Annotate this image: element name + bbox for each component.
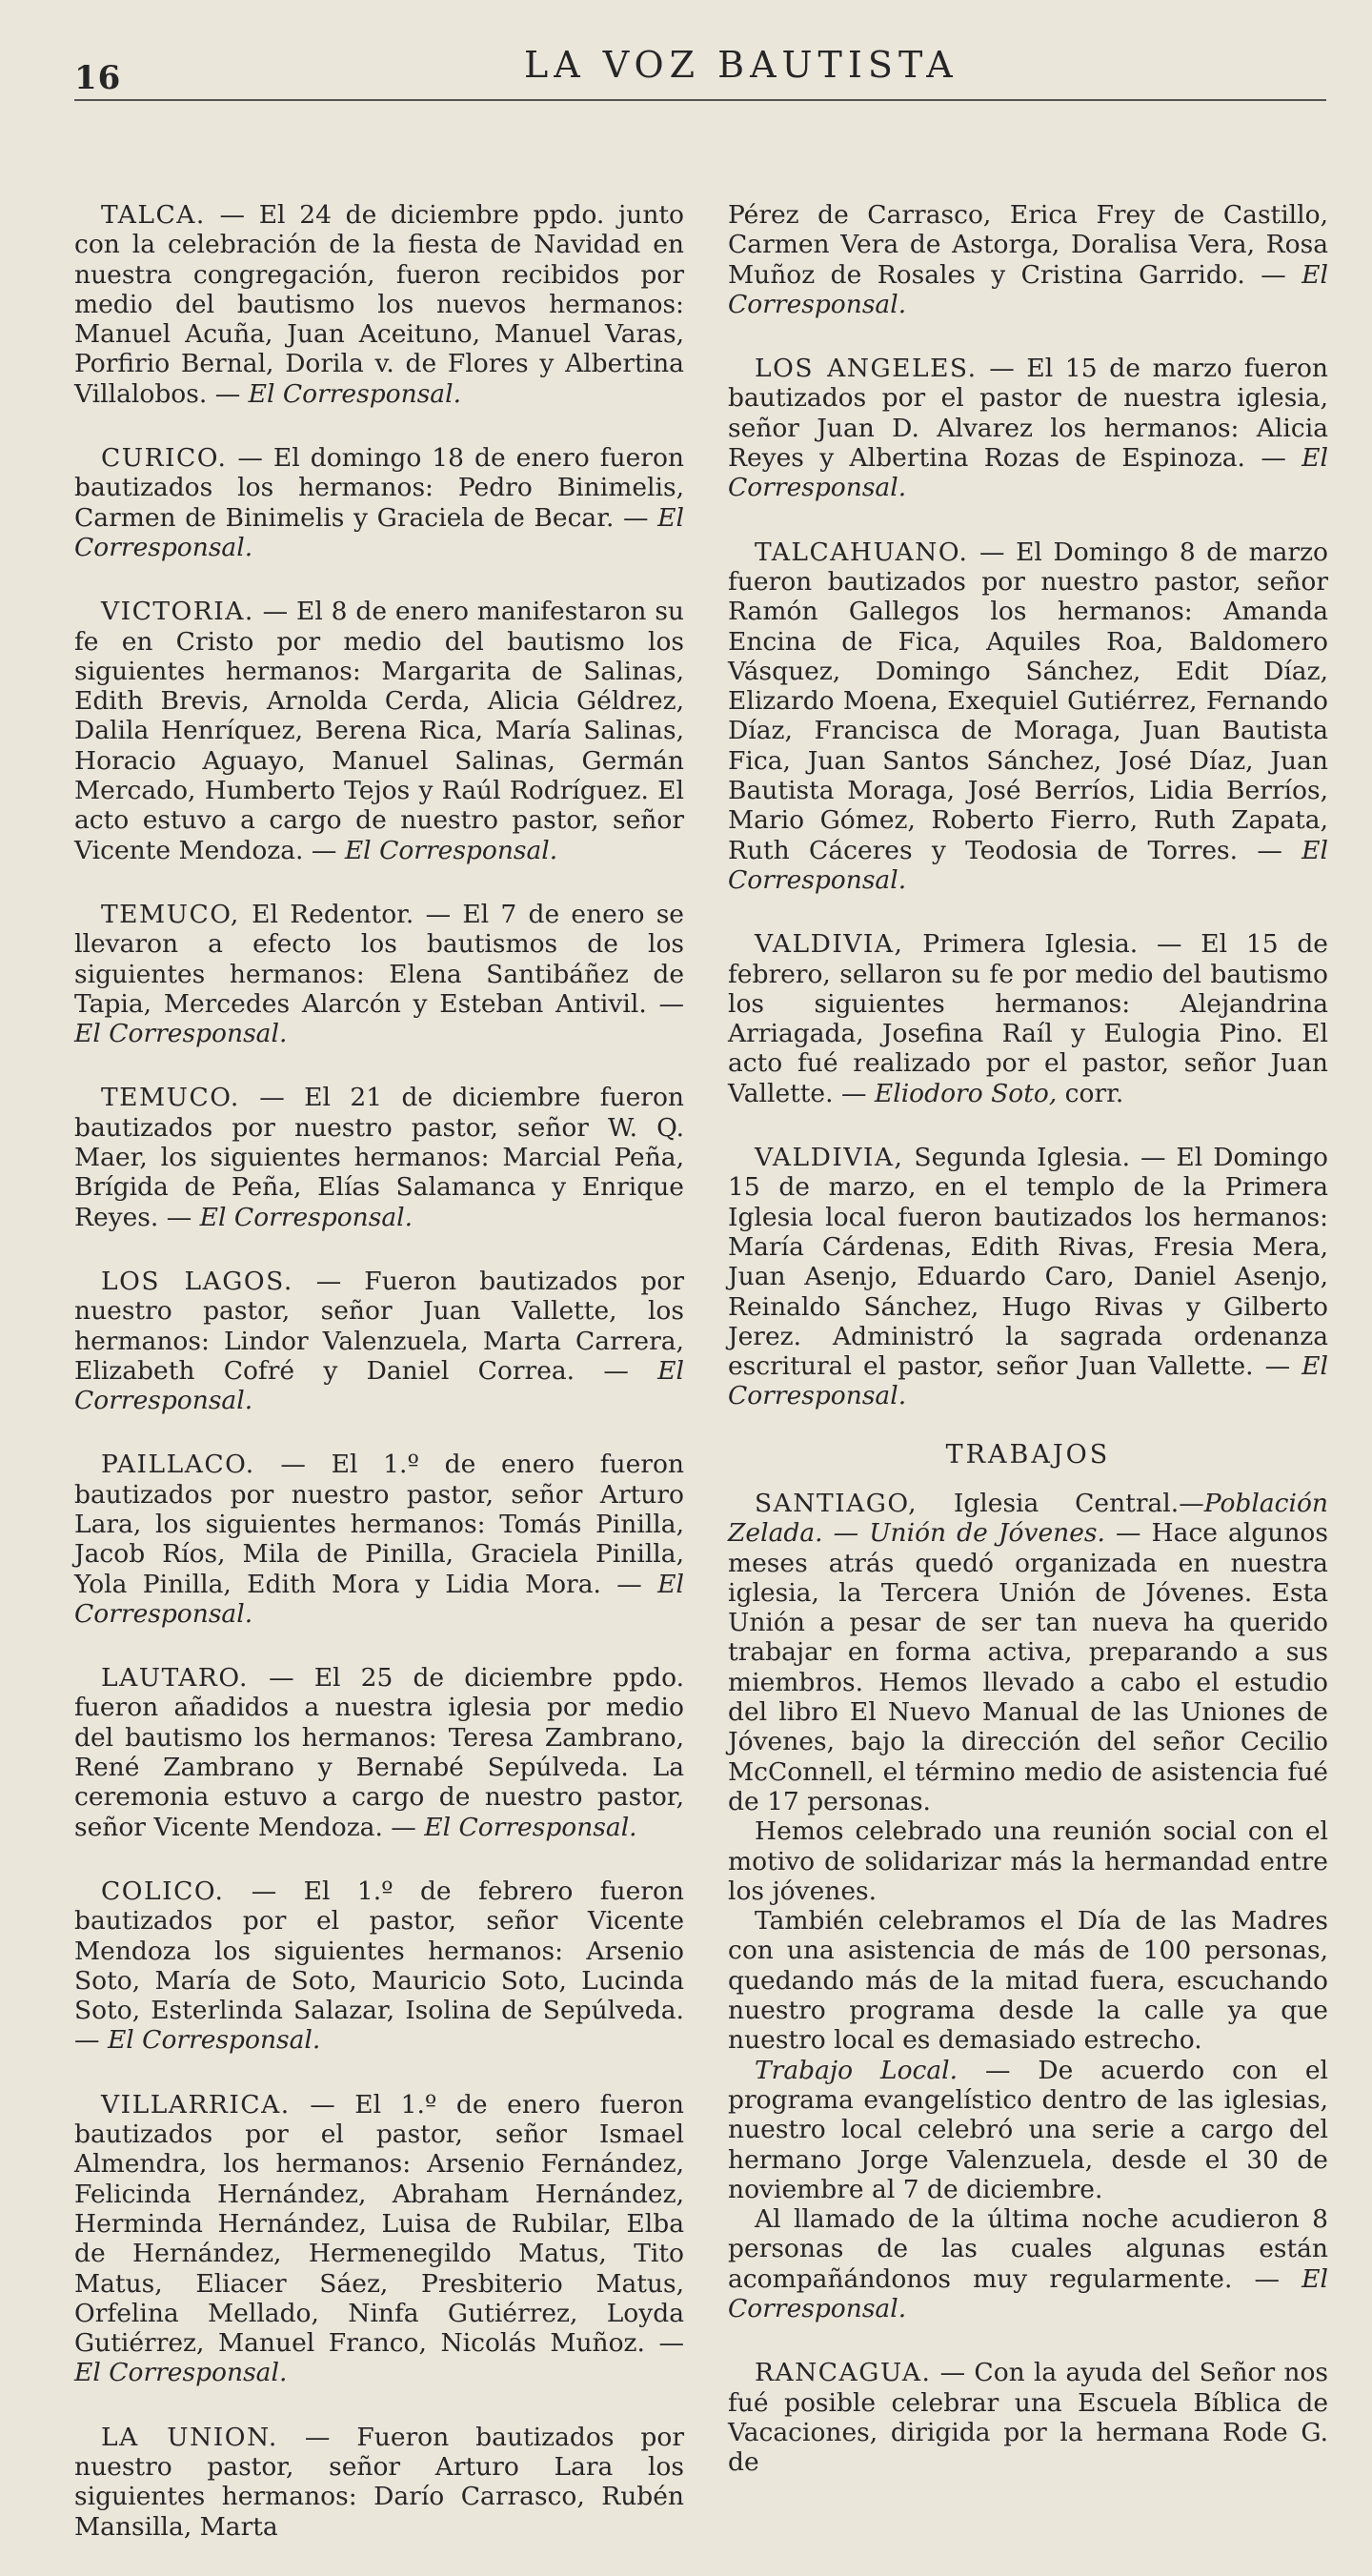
rancagua-text: — Con la ayuda del Señor nos fué posible celebrar una Escuela Bíblica de Vacaciones, dirigida por la hermana Rode G. de — [728, 2358, 1328, 2478]
report-paragraph — [74, 443, 684, 562]
entry-santiago — [728, 1489, 1328, 2323]
entry-place: TEMUCO, — [101, 899, 240, 929]
entry-place: VILLARRICA. — [101, 2089, 291, 2120]
report-paragraph — [728, 354, 1328, 502]
baptism-report — [74, 1876, 684, 2056]
baptism-report — [74, 443, 684, 562]
baptism-report — [74, 1267, 684, 1415]
entry-place: COLICO. — [101, 1876, 225, 1906]
right-column-reports — [728, 200, 1328, 1411]
baptism-report — [728, 929, 1328, 1108]
entry-place: LOS ANGELES. — [755, 354, 978, 384]
report-paragraph — [728, 929, 1328, 1108]
santiago-text-3: También celebramos el Día de las Madres con una asistencia de más de 100 personas, quedando más de la mitad fuera, escuchando nuestro programa desde la calle ya que nuestro local es demasiado estrecho. — [728, 1906, 1328, 2056]
entry-place: TEMUCO. — [101, 1083, 240, 1113]
baptism-report — [74, 2090, 684, 2388]
entry-text: — El Domingo 8 de marzo fueron bautizados por nuestro pastor, señor Ramón Gallegos los hermanos: Amanda Encina de Fica, Aquiles Roa, Baldomero Vásquez, Domingo Sánchez, Edit Díaz, Elizardo Moena, Exequiel Gutiérrez, Fernando Díaz, Francisca de Moraga, Juan Bautista Fica, Juan Santos Sánchez, José Díaz, Juan Bautista Moraga, José Berríos, Lidia Berríos, Mario Gómez, Roberto Fierro, Ruth Zapata, Ruth Cáceres y Teodosia de Torres. — — [728, 537, 1328, 865]
baptism-report — [74, 2423, 684, 2542]
santiago-text-1: — Hace algunos meses atrás quedó organizada en nuestra iglesia, la Tercera Unión de Jóvenes. Esta Unión a pesar de ser tan nueva ha querido trabajar en forma activa, preparando a sus miembros. Hemos llevado a cabo el estudio del libro El Nuevo Manual de las Uniones de Jóvenes, bajo la dirección del señor Cecilio McConnell, el término medio de asistencia fué de 17 personas. — [728, 1518, 1328, 1816]
correspondent-signature: El Corresponsal. — [74, 502, 684, 562]
entry-text: — El 15 de marzo fueron bautizados por el pastor de nuestra iglesia, señor Juan D. Alvarez los hermanos: Alicia Reyes y Albertina Rozas de Espinoza. — — [728, 354, 1328, 474]
section-heading-trabajos: TRABAJOS — [945, 1439, 1111, 1470]
report-paragraph — [74, 900, 684, 1048]
entry-place: LAUTARO. — [101, 1663, 249, 1694]
entry-place: VICTORIA. — [101, 597, 254, 627]
santiago-lead: Iglesia Central.— — [918, 1488, 1204, 1518]
entry-text: Pérez de Carrasco, Erica Frey de Castillo, Carmen Vera de Astorga, Doralisa Vera, Rosa Muñoz de Rosales y Cristina Garrido. — — [728, 200, 1328, 290]
correspondent-signature: El Corresponsal. — [74, 2358, 288, 2388]
report-paragraph — [74, 2090, 684, 2388]
correspondent-signature: El Corresponsal. — [74, 1569, 684, 1629]
report-paragraph — [74, 1663, 684, 1842]
report-paragraph — [74, 1876, 684, 2056]
baptism-report — [728, 538, 1328, 896]
correspondent-signature: El Corresponsal. — [728, 835, 1328, 895]
correspondent-signature: Eliodoro Soto, — [874, 1078, 1058, 1108]
entry-text: — El 1.º de enero fueron bautizados por nuestro pastor, señor Arturo Lara, los siguientes hermanos: Tomás Pinilla, Jacob Ríos, Mila de Pinilla, Graciela Pinilla, Yola Pinilla, Edith Mora y Lidia Mora. — — [74, 1450, 684, 1599]
correspondent-signature: El Corresponsal. — [728, 443, 1328, 503]
correspondent-signature: El Corresponsal. — [728, 259, 1328, 319]
report-paragraph — [74, 1267, 684, 1415]
entry-text: — Fueron bautizados por nuestro pastor, señor Juan Vallette, los hermanos: Lindor Valenzuela, Marta Carrera, Elizabeth Cofré y Daniel Correa. — — [74, 1266, 684, 1386]
entry-place: PAILLACO. — [101, 1450, 255, 1480]
baptism-report — [728, 1143, 1328, 1411]
entry-text: Primera Iglesia. — El 15 de febrero, sellaron su fe por medio del bautismo los siguientes hermanos: Alejandrina Arriagada, Josefina Raíl y Eulogia Pino. El acto fué realizado por el pastor, señor Juan Vallette. — — [728, 929, 1328, 1108]
llamado-paragraph — [728, 2204, 1328, 2323]
publication-title: LA VOZ BAUTISTA — [524, 44, 958, 86]
left-column — [74, 200, 684, 2576]
entry-text: El Redentor. — El 7 de enero se llevaron a efecto los bautismos de los siguientes hermanos: Elena Santibáñez de Tapia, Mercedes Alarcón y Esteban Antivil. — — [74, 899, 684, 1019]
header-rule — [74, 99, 1326, 101]
entry-tail: corr. — [1057, 1078, 1124, 1108]
entry-place: RANCAGUA. — [755, 2358, 932, 2388]
report-paragraph — [74, 200, 684, 409]
entry-place: TALCAHUANO. — [755, 537, 969, 567]
correspondent-signature: El Corresponsal. — [248, 378, 461, 409]
trabajo-local-text: — De acuerdo con el programa evangelístico dentro de las iglesias, nuestro local celebró una serie a cargo del hermano Jorge Valenzuela, desde el 30 de noviembre al 7 de diciembre. — [728, 2055, 1329, 2204]
entry-text: — El 1.º de enero fueron bautizados por el pastor, señor Ismael Almendra, los hermanos: Arsenio Fernández, Felicinda Hernández, Abraham Hernández, Herminda Hernández, Luisa de Rubilar, Elba de Hernández, Hermenegildo Matus, Tito Matus, Eliacer Sáez, Presbiterio Matus, Orfelina Mellado, Ninfa Gutiérrez, Loyda Gutiérrez, Manuel Franco, Nicolás Muñoz. — — [74, 2089, 684, 2359]
baptism-report — [74, 597, 684, 865]
report-paragraph — [74, 597, 684, 865]
santiago-text-2: Hemos celebrado una reunión social con el motivo de solidarizar más la hermandad entre los jóvenes. — [728, 1816, 1328, 1906]
entry-place: LA UNION. — [101, 2422, 278, 2452]
entry-place: TALCA. — [101, 200, 206, 230]
entry-rancagua — [728, 2358, 1328, 2477]
santiago-subtitle: Población Zelada. — Unión de Jóvenes. — [728, 1488, 1328, 1549]
report-paragraph — [74, 2423, 684, 2542]
entry-text: — El domingo 18 de enero fueron bautizados los hermanos: Pedro Binimelis, Carmen de Binimelis y Graciela de Becar. — — [74, 443, 684, 533]
baptism-report — [728, 354, 1328, 502]
correspondent-signature: El Corresponsal. — [74, 1019, 288, 1049]
baptism-report — [74, 1663, 684, 1842]
report-paragraph — [728, 1143, 1328, 1411]
correspondent-signature: El Corresponsal. — [74, 1355, 684, 1416]
baptism-report — [74, 200, 684, 409]
correspondent-signature: El Corresponsal. — [107, 2025, 321, 2056]
entry-place: LOS LAGOS. — [101, 1266, 293, 1296]
entry-place: VALDIVIA, — [755, 1143, 904, 1173]
page-number: 16 — [74, 59, 122, 97]
entry-text: — El 1.º de febrero fueron bautizados por el pastor, señor Vicente Mendoza los siguientes hermanos: Arsenio Soto, María de Soto, Mauricio Soto, Lucinda Soto, Esterlinda Salazar, Isolina de Sepúlveda. — — [74, 1876, 684, 2056]
correspondent-signature: El Corresponsal. — [728, 1351, 1328, 1411]
baptism-report — [74, 1083, 684, 1231]
entry-place: CURICO. — [101, 443, 228, 474]
entry-place: VALDIVIA, — [755, 929, 904, 960]
baptism-report — [74, 1450, 684, 1629]
correspondent-signature: El Corresponsal. — [344, 835, 558, 865]
entry-place: SANTIAGO, — [755, 1488, 918, 1518]
entry-text: — El 8 de enero manifestaron su fe en Cristo por medio del bautismo los siguientes hermanos: Margarita de Salinas, Edith Brevis, Arnolda Cerda, Alicia Géldrez, Dalila Henríquez, Berena Rica, María Salinas, Horacio Aguayo, Manuel Salinas, Germán Mercado, Humberto Tejos y Raúl Rodríguez. El acto estuvo a cargo de nuestro pastor, señor Vicente Mendoza. — — [74, 597, 684, 865]
baptism-report — [74, 900, 684, 1048]
correspondent-signature: El Corresponsal. — [424, 1812, 637, 1842]
entry-text: — El 21 de diciembre fueron bautizados por nuestro pastor, señor W. Q. Maer, los siguientes hermanos: Marcial Peña, Brígida de Peña, Elías Salamanca y Enrique Reyes. — — [74, 1083, 684, 1232]
right-column — [728, 200, 1328, 2511]
report-paragraph — [74, 1450, 684, 1629]
entry-text: — El 25 de diciembre ppdo. fueron añadidos a nuestra iglesia por medio del bautismo los hermanos: Teresa Zambrano, René Zambrano y Bernabé Sepúlveda. La ceremonia estuvo a cargo de nuestro pastor, señor Vicente Mendoza. — — [74, 1663, 684, 1842]
trabajo-local-label: Trabajo Local. — [755, 2055, 958, 2085]
report-paragraph — [728, 200, 1328, 319]
santiago-paragraph — [728, 1489, 1328, 1816]
report-paragraph — [728, 538, 1328, 896]
baptism-report — [728, 200, 1328, 319]
entry-text: — El 24 de diciembre ppdo. junto con la celebración de la fiesta de Navidad en nuestra congregación, fueron recibidos por medio del bautismo los nuevos hermanos: Manuel Acuña, Juan Aceituno, Manuel Varas, Porfirio Bernal, Dorila v. de Flores y Albertina Villalobos. — — [74, 200, 684, 409]
trabajo-local-paragraph — [728, 2056, 1328, 2204]
correspondent-signature: El Corresponsal. — [728, 2263, 1328, 2323]
entry-text: Segunda Iglesia. — El Domingo 15 de marzo, en el templo de la Primera Iglesia local fueron bautizados los hermanos: María Cárdenas, Edith Rivas, Fresia Mera, Juan Asenjo, Eduardo Caro, Daniel Asenjo, Reinaldo Sánchez, Hugo Rivas y Gilberto Jerez. Administró la sagrada ordenanza escritural el pastor, señor Juan Vallette. — — [728, 1143, 1328, 1382]
correspondent-signature: El Corresponsal. — [199, 1202, 414, 1232]
llamado-text: Al llamado de la última noche acudieron 8 personas de las cuales algunas están acompañándonos muy regularmente. — — [728, 2204, 1328, 2294]
entry-text: — Fueron bautizados por nuestro pastor, señor Arturo Lara los siguientes hermanos: Darío Carrasco, Rubén Mansilla, Marta — [74, 2422, 685, 2542]
report-paragraph — [74, 1083, 684, 1231]
rancagua-paragraph — [728, 2358, 1328, 2477]
